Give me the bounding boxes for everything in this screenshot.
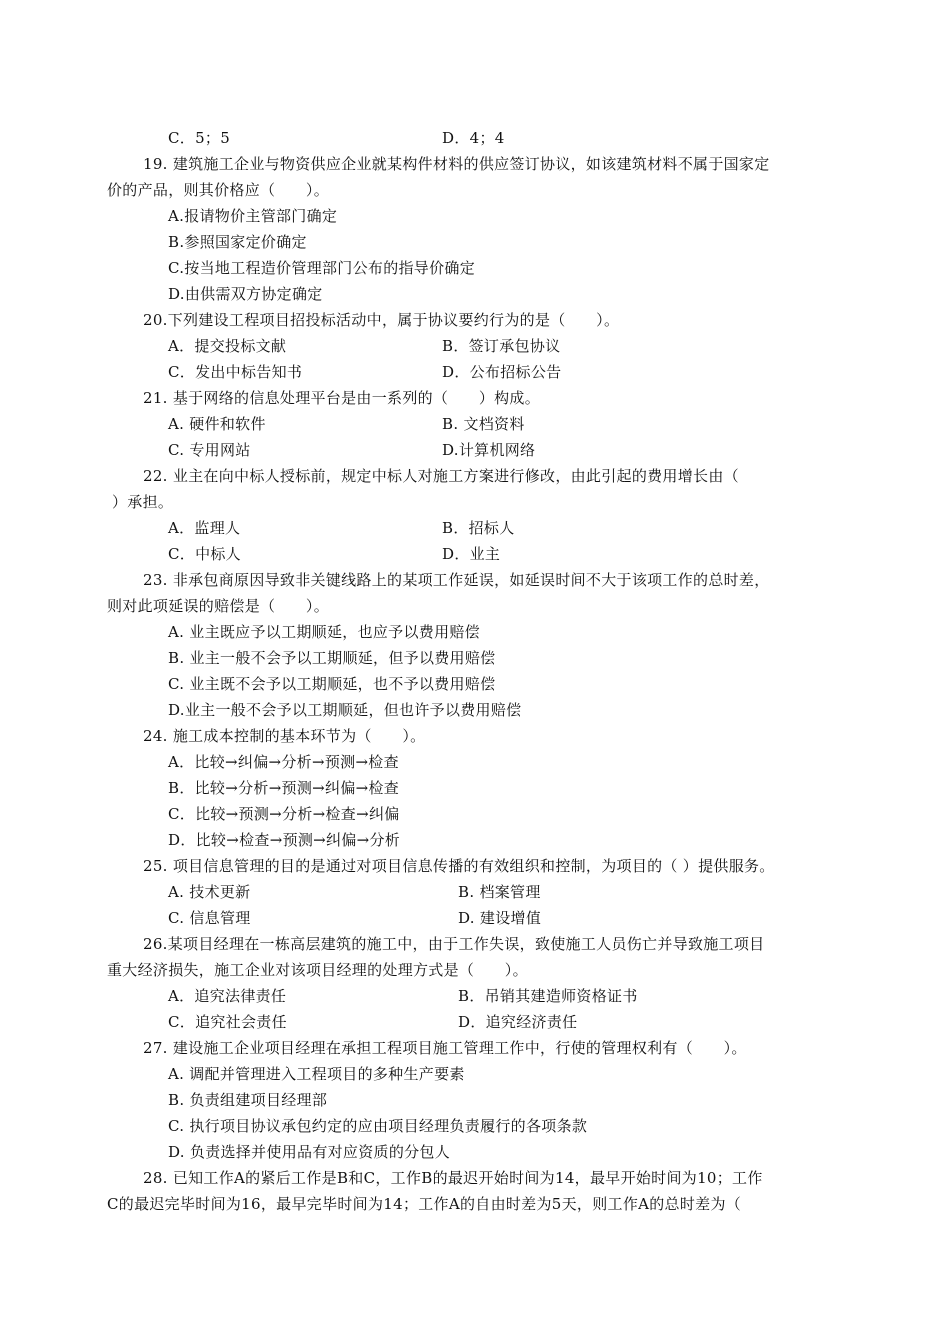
q21-option-b: B. 文档资料 bbox=[442, 415, 525, 433]
q23-option-c: C. 业主既不会予以工期顺延，也不予以费用赔偿 bbox=[168, 675, 496, 693]
q20-option-d: D．公布招标公告 bbox=[442, 363, 562, 381]
q20-stem: 20.下列建设工程项目招投标活动中，属于协议要约行为的是（ ）。 bbox=[143, 311, 620, 329]
q23-option-d: D.业主一般不会予以工期顺延，但也许予以费用赔偿 bbox=[168, 701, 522, 719]
q27-stem: 27. 建设施工企业项目经理在承担工程项目施工管理工作中，行使的管理权利有（ ）。 bbox=[143, 1039, 747, 1057]
q21-option-a: A. 硬件和软件 bbox=[168, 415, 266, 433]
q26-option-b: B．吊销其建造师资格证书 bbox=[458, 987, 638, 1005]
q26-option-c: C．追究社会责任 bbox=[168, 1013, 287, 1031]
q21-stem: 21. 基于网络的信息处理平台是由一系列的（ ）构成。 bbox=[143, 389, 541, 407]
q21-option-d: D.计算机网络 bbox=[442, 441, 536, 459]
q23-option-b: B. 业主一般不会予以工期顺延，但予以费用赔偿 bbox=[168, 649, 496, 667]
q25-option-a: A. 技术更新 bbox=[168, 883, 251, 901]
q26-option-a: A．追究法律责任 bbox=[168, 987, 287, 1005]
q24-option-a: A．比较→纠偏→分析→预测→检查 bbox=[168, 753, 399, 771]
q20-option-a: A．提交投标文献 bbox=[168, 337, 287, 355]
q25-option-c: C. 信息管理 bbox=[168, 909, 251, 927]
q24-option-c: C．比较→预测→分析→检查→纠偏 bbox=[168, 805, 400, 823]
q23-stem-cont: 则对此项延误的赔偿是（ ）。 bbox=[107, 597, 330, 615]
q23-option-a: A. 业主既应予以工期顺延，也应予以费用赔偿 bbox=[168, 623, 480, 641]
q27-option-d: D. 负责选择并使用品有对应资质的分包人 bbox=[168, 1143, 451, 1161]
q25-option-b: B. 档案管理 bbox=[458, 883, 541, 901]
q26-option-d: D．追究经济责任 bbox=[458, 1013, 578, 1031]
q19-option-b: B.参照国家定价确定 bbox=[168, 233, 307, 251]
q18-option-d: D．4；4 bbox=[442, 129, 505, 147]
q19-option-d: D.由供需双方协定确定 bbox=[168, 285, 323, 303]
q27-option-c: C. 执行项目协议承包约定的应由项目经理负责履行的各项条款 bbox=[168, 1117, 588, 1135]
q21-option-c: C. 专用网站 bbox=[168, 441, 251, 459]
q27-option-b: B. 负责组建项目经理部 bbox=[168, 1091, 328, 1109]
q22-option-c: C．中标人 bbox=[168, 545, 241, 563]
q28-stem-cont: C的最迟完毕时间为16，最早完毕时间为14；工作A的自由时差为5天，则工作A的总时差为（ bbox=[107, 1195, 742, 1213]
q19-stem-cont: 价的产品，则其价格应（ ）。 bbox=[107, 181, 330, 199]
q22-stem-cont: ）承担。 bbox=[112, 493, 174, 511]
q20-option-b: B．签订承包协议 bbox=[442, 337, 561, 355]
q20-option-c: C．发出中标告知书 bbox=[168, 363, 303, 381]
q19-option-a: A.报请物价主管部门确定 bbox=[168, 207, 338, 225]
q22-stem: 22. 业主在向中标人授标前，规定中标人对施工方案进行修改，由此引起的费用增长由（ bbox=[143, 467, 739, 485]
q19-stem: 19. 建筑施工企业与物资供应企业就某构件材料的供应签订协议，如该建筑材料不属于国家定 bbox=[143, 155, 770, 173]
q28-stem: 28. 已知工作A的紧后工作是B和C，工作B的最迟开始时间为14，最早开始时间为10；工作 bbox=[143, 1169, 763, 1187]
q18-option-c: C．5；5 bbox=[168, 129, 231, 147]
q26-stem: 26.某项目经理在一栋高层建筑的施工中，由于工作失误，致使施工人员伤亡并导致施工项目 bbox=[143, 935, 765, 953]
q24-stem: 24. 施工成本控制的基本环节为（ ）。 bbox=[143, 727, 426, 745]
q25-option-d: D. 建设增值 bbox=[458, 909, 542, 927]
q24-option-b: B．比较→分析→预测→纠偏→检查 bbox=[168, 779, 400, 797]
q25-stem: 25. 项目信息管理的目的是通过对项目信息传播的有效组织和控制，为项目的（ ）提供服务。 bbox=[143, 857, 775, 875]
q27-option-a: A. 调配并管理进入工程项目的多种生产要素 bbox=[168, 1065, 465, 1083]
q23-stem: 23. 非承包商原因导致非关键线路上的某项工作延误，如延误时间不大于该项工作的总时差， bbox=[143, 571, 770, 589]
q24-option-d: D．比较→检查→预测→纠偏→分析 bbox=[168, 831, 401, 849]
q22-option-d: D．业主 bbox=[442, 545, 501, 563]
q26-stem-cont: 重大经济损失，施工企业对该项目经理的处理方式是（ ）。 bbox=[107, 961, 528, 979]
q22-option-a: A．监理人 bbox=[168, 519, 241, 537]
q22-option-b: B．招标人 bbox=[442, 519, 515, 537]
q19-option-c: C.按当地工程造价管理部门公布的指导价确定 bbox=[168, 259, 476, 277]
